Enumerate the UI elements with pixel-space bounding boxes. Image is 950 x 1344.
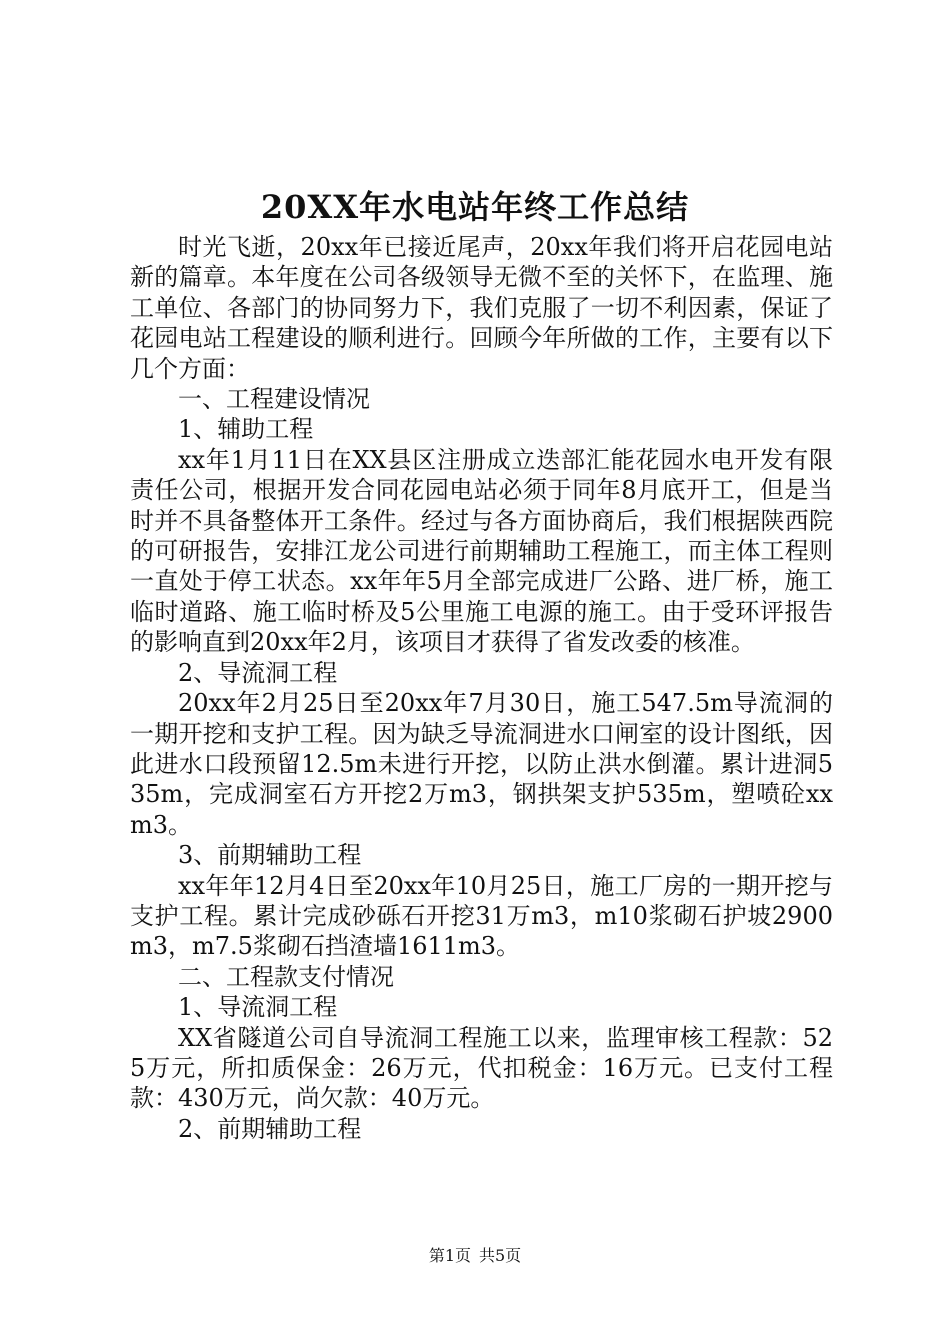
paragraph-early-auxiliary: xx年年12月4日至20xx年10月25日，施工厂房的一期开挖与支护工程。累计完成砂砾石开挖31万m3，m10浆砌石护坡2900m3，m7.5浆砌石挡渣墙1611m3。 [130, 871, 833, 961]
paragraph-payment-diversion: XX省隧道公司自导流洞工程施工以来，监理审核工程款：525万元，所扣质保金：26万元，代扣税金：16万元。已支付工程款：430万元，尚欠款：40万元。 [130, 1023, 833, 1113]
page-number: 第1页 [428, 1246, 471, 1265]
paragraph-auxiliary: xx年1月11日在XX县区注册成立迭部汇能花园水电开发有限责任公司，根据开发合同花园电站必须于同年8月底开工，但是当时并不具备整体开工条件。经过与各方面协商后，我们根据陕西院的可研报告，安排江龙公司进行前期辅助工程施工，而主体工程则一直处于停工状态。xx年年5月全部完成进厂公路、进厂桥，施工临时道路、施工临时桥及5公里施工电源的施工。由于受环评报告的影响直到20xx年2月，该项目才获得了省发改委的核准。 [130, 445, 833, 657]
paragraph-intro: 时光飞逝，20xx年已接近尾声，20xx年我们将开启花园电站新的篇章。本年度在公司各级领导无微不至的关怀下，在监理、施工单位、各部门的协同努力下，我们克服了一切不利因素，保证了花园电站工程建设的顺利进行。回顾今年所做的工作，主要有以下几个方面： [130, 233, 833, 383]
paragraph-diversion-tunnel: 20xx年2月25日至20xx年7月30日，施工547.5m导流洞的一期开挖和支护工程。因为缺乏导流洞进水口闸室的设计图纸，因此进水口段预留12.5m未进行开挖，以防止洪水倒灌。累计进洞535m，完成洞室石方开挖2万m3，钢拱架支护535m，塑喷砼xxm3。 [130, 689, 833, 839]
section-heading-construction: 一、工程建设情况 [178, 385, 370, 414]
page-footer [0, 1244, 950, 1268]
subheading-payment-diversion: 1、导流洞工程 [178, 993, 338, 1022]
subheading-early-auxiliary: 3、前期辅助工程 [178, 841, 362, 870]
page-total: 共5页 [479, 1246, 522, 1265]
document-title: 20XX年水电站年终工作总结 [260, 188, 690, 226]
document-body [130, 232, 833, 1144]
section-heading-payments: 二、工程款支付情况 [178, 962, 394, 991]
subheading-payment-early-auxiliary: 2、前期辅助工程 [178, 1114, 362, 1143]
subheading-auxiliary: 1、辅助工程 [178, 415, 314, 444]
subheading-diversion-tunnel: 2、导流洞工程 [178, 658, 338, 687]
